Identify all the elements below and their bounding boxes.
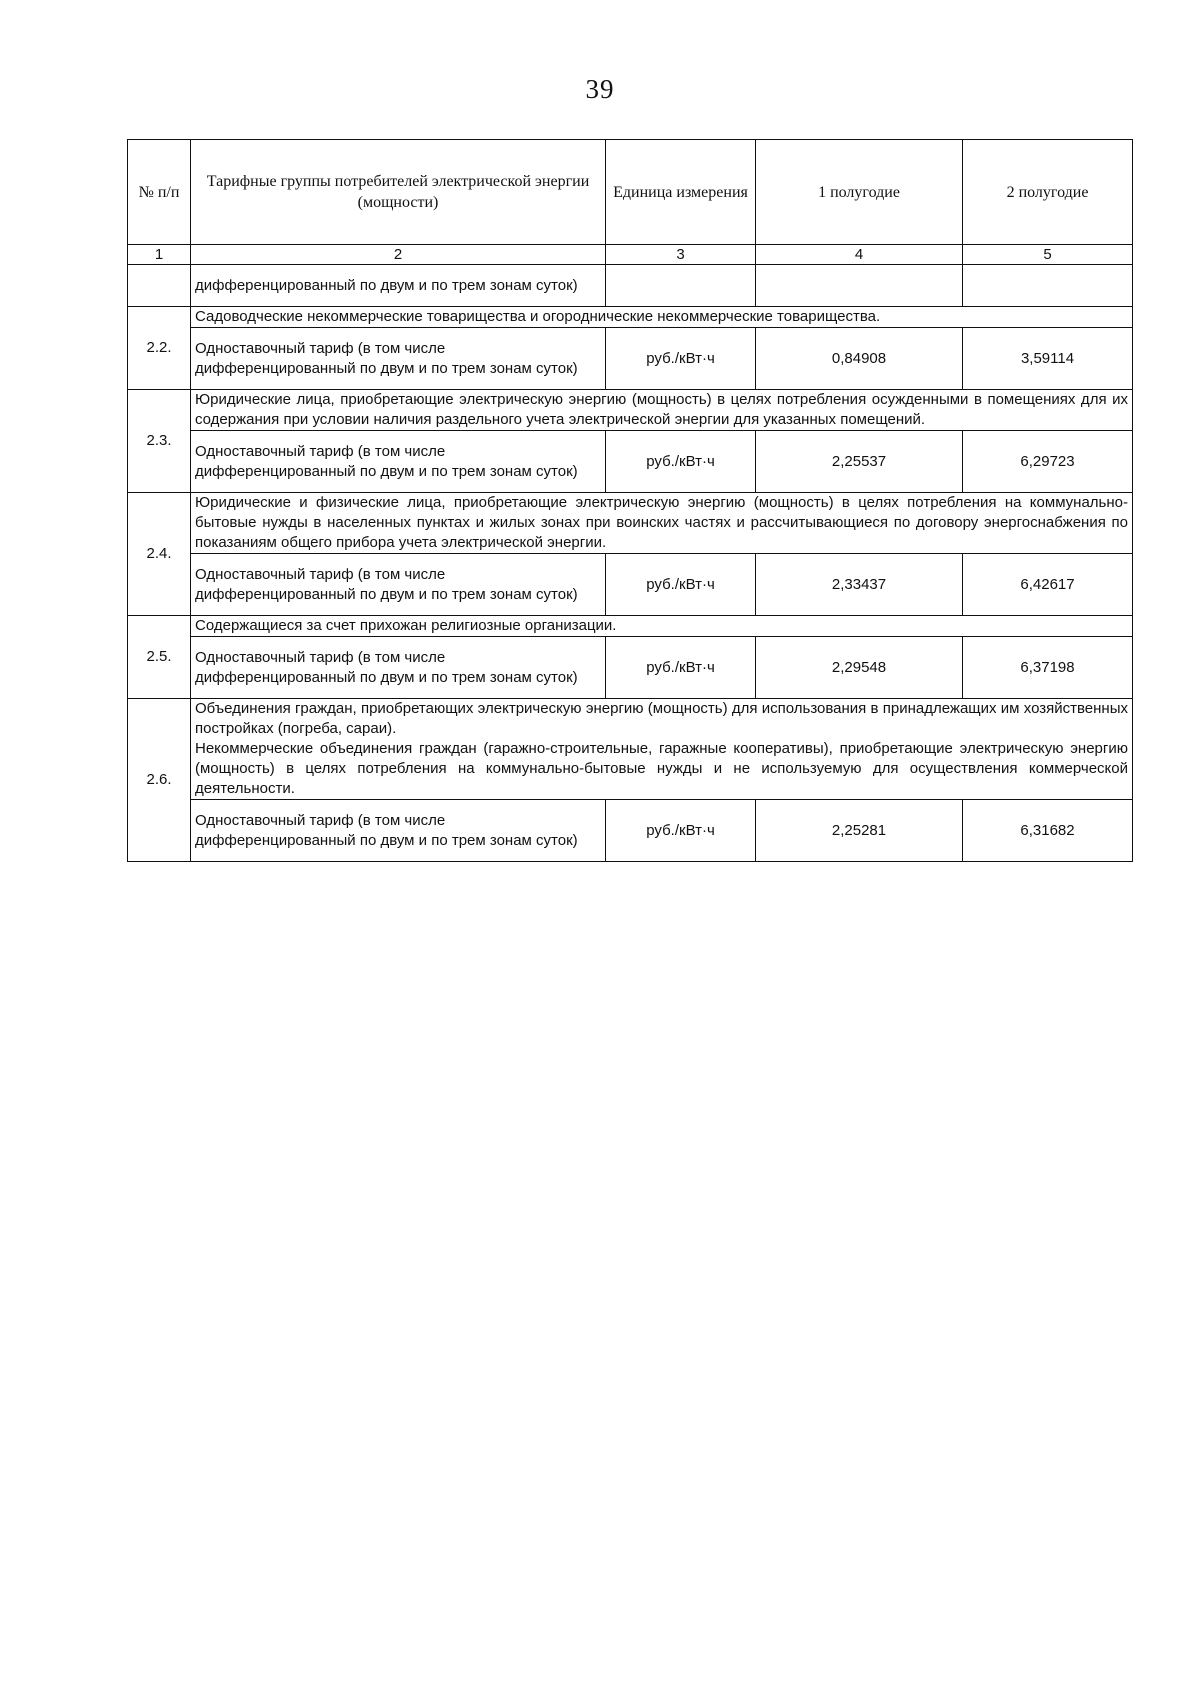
column-number: 3 <box>606 245 756 265</box>
consumer-group: Юридические лица, приобретающие электрическую энергию (мощность) в целях потребления осужденными в помещениях для их содержания при условии наличия раздельного учета электрической энергии для указанных помещений. <box>191 390 1133 431</box>
continuation-text: дифференцированный по двум и по трем зонам суток) <box>191 265 606 307</box>
consumer-group: Садоводческие некоммерческие товарищества и огороднические некоммерческие товарищества. <box>191 307 1133 328</box>
consumer-group-paragraph: Некоммерческие объединения граждан (гаражно-строительные, гаражные кооперативы), приобретающие электрическую энергию (мощность) в целях потребления на коммунально-бытовые нужды и не используемую для осуществления коммерческой деятельности. <box>195 740 1128 797</box>
unit: руб./кВт·ч <box>606 800 756 862</box>
column-number: 2 <box>191 245 606 265</box>
value-first-half: 2,29548 <box>756 637 963 699</box>
value-second-half: 6,42617 <box>963 554 1133 616</box>
row-number: 2.2. <box>128 307 191 390</box>
value-first-half: 0,84908 <box>756 328 963 390</box>
value-first-half: 2,25281 <box>756 800 963 862</box>
table-row <box>128 699 1133 800</box>
table-row <box>128 616 1133 637</box>
header-tariff-groups: Тарифные группы потребителей электрической энергии (мощности) <box>191 140 606 245</box>
table-row <box>128 554 1133 616</box>
value-second-half: 6,29723 <box>963 431 1133 493</box>
unit: руб./кВт·ч <box>606 637 756 699</box>
column-number: 5 <box>963 245 1133 265</box>
table-row <box>128 431 1133 493</box>
page-number: 39 <box>585 74 615 104</box>
table-row <box>128 637 1133 699</box>
tariff-description: Одноставочный тариф (в том числе дифференцированный по двум и по трем зонам суток) <box>191 637 606 699</box>
table-row <box>128 493 1133 554</box>
column-number: 4 <box>756 245 963 265</box>
tariff-description: Одноставочный тариф (в том числе дифференцированный по двум и по трем зонам суток) <box>191 800 606 862</box>
value-empty <box>963 265 1133 307</box>
tariff-description: Одноставочный тариф (в том числе дифференцированный по двум и по трем зонам суток) <box>191 554 606 616</box>
column-number: 1 <box>128 245 191 265</box>
value-first-half: 2,33437 <box>756 554 963 616</box>
value-first-half: 2,25537 <box>756 431 963 493</box>
unit-empty <box>606 265 756 307</box>
table-header-row <box>128 140 1133 245</box>
row-number: 2.5. <box>128 616 191 699</box>
consumer-group-paragraph: Объединения граждан, приобретающих электрическую энергию (мощность) для использования в принадлежащих им хозяйственных постройках (погреба, сараи). <box>195 700 1128 737</box>
value-second-half: 3,59114 <box>963 328 1133 390</box>
consumer-group: Юридические и физические лица, приобретающие электрическую энергию (мощность) в целях потребления на коммунально-бытовые нужды в населенных пунктах и жилых зонах при воинских частях и рассчитывающиеся по договору энергоснабжения по показаниям общего прибора учета электрической энергии. <box>191 493 1133 554</box>
unit: руб./кВт·ч <box>606 328 756 390</box>
unit: руб./кВт·ч <box>606 431 756 493</box>
header-first-half: 1 полугодие <box>756 140 963 245</box>
consumer-group <box>191 699 1133 800</box>
table-row <box>128 800 1133 862</box>
row-number: 2.3. <box>128 390 191 493</box>
header-second-half: 2 полугодие <box>963 140 1133 245</box>
tariff-description: Одноставочный тариф (в том числе дифференцированный по двум и по трем зонам суток) <box>191 431 606 493</box>
table-row <box>128 265 1133 307</box>
value-second-half: 6,37198 <box>963 637 1133 699</box>
column-number-row <box>128 245 1133 265</box>
row-number-empty <box>128 265 191 307</box>
row-number: 2.6. <box>128 699 191 862</box>
row-number: 2.4. <box>128 493 191 616</box>
header-unit: Единица измерения <box>606 140 756 245</box>
value-second-half: 6,31682 <box>963 800 1133 862</box>
tariff-table <box>127 139 1133 862</box>
value-empty <box>756 265 963 307</box>
header-number: № п/п <box>128 140 191 245</box>
table-row <box>128 390 1133 431</box>
table-row <box>128 328 1133 390</box>
unit: руб./кВт·ч <box>606 554 756 616</box>
tariff-description: Одноставочный тариф (в том числе дифференцированный по двум и по трем зонам суток) <box>191 328 606 390</box>
consumer-group: Содержащиеся за счет прихожан религиозные организации. <box>191 616 1133 637</box>
table-row <box>128 307 1133 328</box>
